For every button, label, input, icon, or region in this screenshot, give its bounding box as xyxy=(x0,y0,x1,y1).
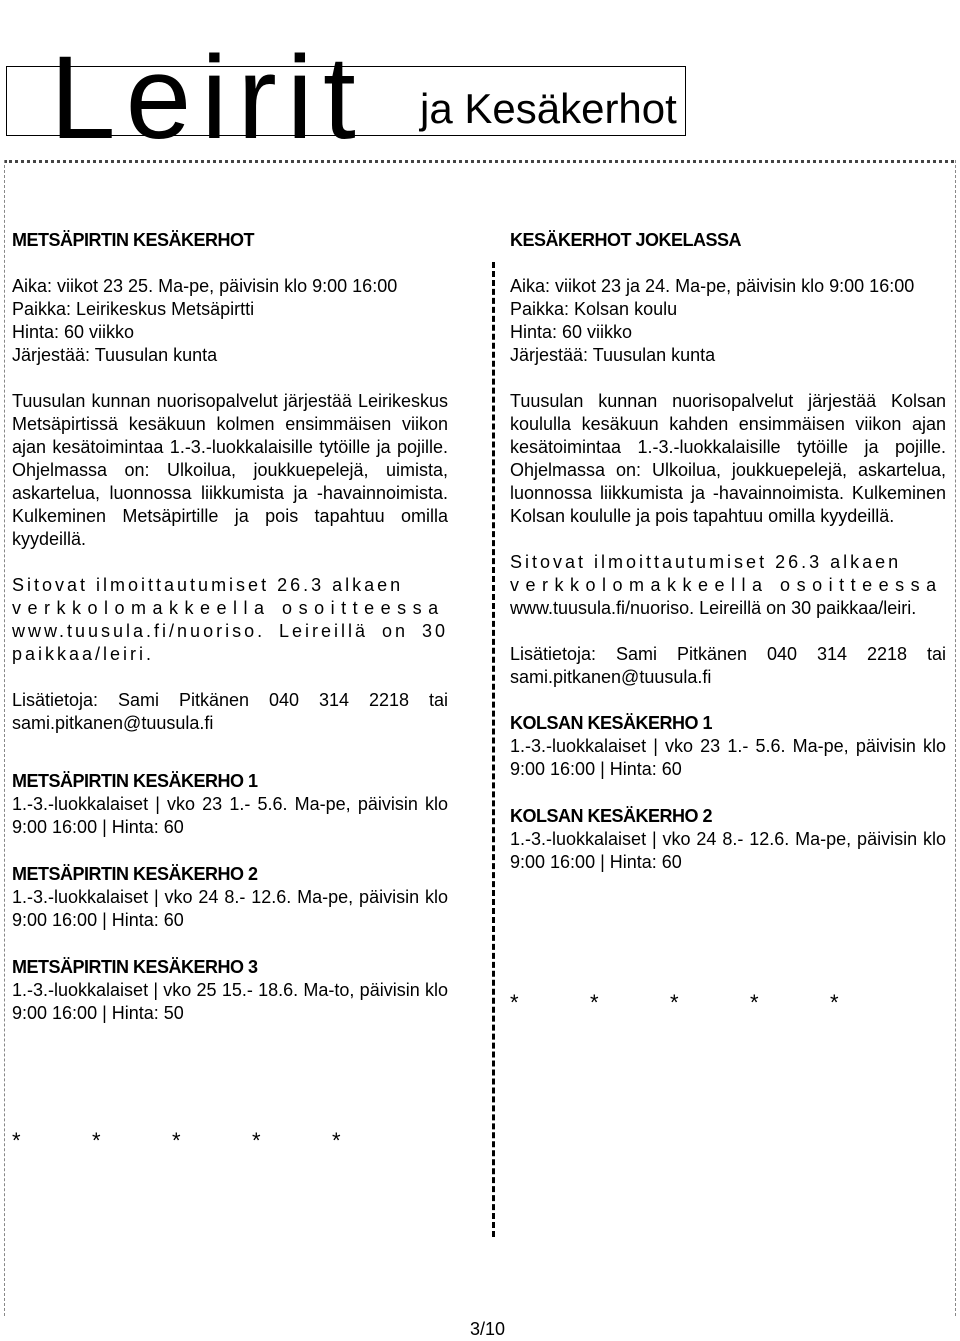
left-column xyxy=(12,229,448,1025)
left-heading: METSÄPIRTIN KESÄKERHOT xyxy=(12,230,255,250)
left-signup-1: Sitovat ilmoittautumiset 26.3 alkaen xyxy=(12,575,404,595)
right-signup-2: verkkolomakkeella osoitteessa xyxy=(510,575,943,595)
right-session-1-detail: 1.-3.-luokkalaiset | vko 23 1.- 5.6. Ma-pe, päivisin klo 9:00 16:00 | Hinta: 60 xyxy=(510,736,946,779)
left-session-1-detail: 1.-3.-luokkalaiset | vko 23 1.- 5.6. Ma-pe, päivisin klo 9:00 16:00 | Hinta: 60 xyxy=(12,794,448,837)
right-info-organizer: Järjestää: Tuusulan kunta xyxy=(510,345,716,365)
star: * xyxy=(252,1128,261,1153)
star: * xyxy=(172,1128,181,1153)
right-signup-1: Sitovat ilmoittautumiset 26.3 alkaen xyxy=(510,552,902,572)
right-session-2-detail: 1.-3.-luokkalaiset | vko 24 8.- 12.6. Ma-pe, päivisin klo 9:00 16:00 | Hinta: 60 xyxy=(510,829,946,872)
right-heading: KESÄKERHOT JOKELASSA xyxy=(510,230,742,250)
star: * xyxy=(332,1128,341,1153)
right-signup-3: www.tuusula.fi/nuoriso. Leireillä on 30 paikkaa/leiri. xyxy=(510,598,917,618)
star: * xyxy=(670,990,679,1015)
star: * xyxy=(92,1128,101,1153)
left-session-3-title: METSÄPIRTIN KESÄKERHO 3 xyxy=(12,957,258,977)
left-session-1-title: METSÄPIRTIN KESÄKERHO 1 xyxy=(12,771,258,791)
left-session-3-detail: 1.-3.-luokkalaiset | vko 25 15.- 18.6. Ma-to, päivisin klo 9:00 16:00 | Hinta: 50 xyxy=(12,980,448,1023)
right-session-1-title: KOLSAN KESÄKERHO 1 xyxy=(510,713,713,733)
right-column xyxy=(510,229,946,874)
page-subtitle: ja Kesäkerhot xyxy=(420,85,677,132)
left-info-time: Aika: viikot 23 25. Ma-pe, päivisin klo 9:00 16:00 xyxy=(12,276,398,296)
star: * xyxy=(750,990,759,1015)
left-signup-3: www.tuusula.fi/nuoriso. Leireillä on 30 paikkaa/leiri. xyxy=(12,621,448,664)
left-contact: Lisätietoja: Sami Pitkänen 040 314 2218 tai sami.pitkanen@tuusula.fi xyxy=(12,690,448,733)
right-description: Tuusulan kunnan nuorisopalvelut järjestää Kolsan koululla kesäkuun kahden ensimmäisen viikon ajan kesätoimintaa 1.-3.-luokkalaisille tytöille ja pojille. Ohjelmassa on: Ulkoilua, joukkuepelejä, askartelua, luonnossa liikkumista ja -havainnoimista. Kulkeminen Kolsan koululle ja pois tapahtuu omilla kyydeillä. xyxy=(510,391,946,526)
star: * xyxy=(590,990,599,1015)
left-info-place: Paikka: Leirikeskus Metsäpirtti xyxy=(12,299,255,319)
left-session-2-title: METSÄPIRTIN KESÄKERHO 2 xyxy=(12,864,258,884)
page-number: 3/10 xyxy=(470,1319,506,1339)
right-contact: Lisätietoja: Sami Pitkänen 040 314 2218 tai sami.pitkanen@tuusula.fi xyxy=(510,644,946,687)
column-divider xyxy=(492,262,495,1237)
star: * xyxy=(12,1128,21,1153)
right-session-2-title: KOLSAN KESÄKERHO 2 xyxy=(510,806,713,826)
left-info-price: Hinta: 60 viikko xyxy=(12,322,135,342)
page-title: Leirit xyxy=(50,32,366,164)
left-description: Tuusulan kunnan nuorisopalvelut järjestää Leirikeskus Metsäpirtissä kesäkuun kolmen ensimmäisen viikon ajan kesätoimintaa 1.-3.-luokkalaisille tytöille ja pojille. Ohjelmassa on: Ulkoilua, joukkuepelejä, uimista, askartelua, luonnossa liikkumista ja -havainnoimista. Kulkeminen Metsäpirtille ja pois tapahtuu omilla kyydeillä. xyxy=(12,391,448,549)
left-session-2-detail: 1.-3.-luokkalaiset | vko 24 8.- 12.6. Ma-pe, päivisin klo 9:00 16:00 | Hinta: 60 xyxy=(12,887,448,930)
right-stars xyxy=(510,990,910,1016)
right-info-price: Hinta: 60 viikko xyxy=(510,322,633,342)
right-info-time: Aika: viikot 23 ja 24. Ma-pe, päivisin klo 9:00 16:00 xyxy=(510,276,915,296)
left-stars xyxy=(12,1128,412,1154)
star: * xyxy=(830,990,839,1015)
star: * xyxy=(510,990,519,1015)
right-info-place: Paikka: Kolsan koulu xyxy=(510,299,678,319)
left-info-organizer: Järjestää: Tuusulan kunta xyxy=(12,345,218,365)
left-signup-2: verkkolomakkeella osoitteessa xyxy=(12,598,445,618)
